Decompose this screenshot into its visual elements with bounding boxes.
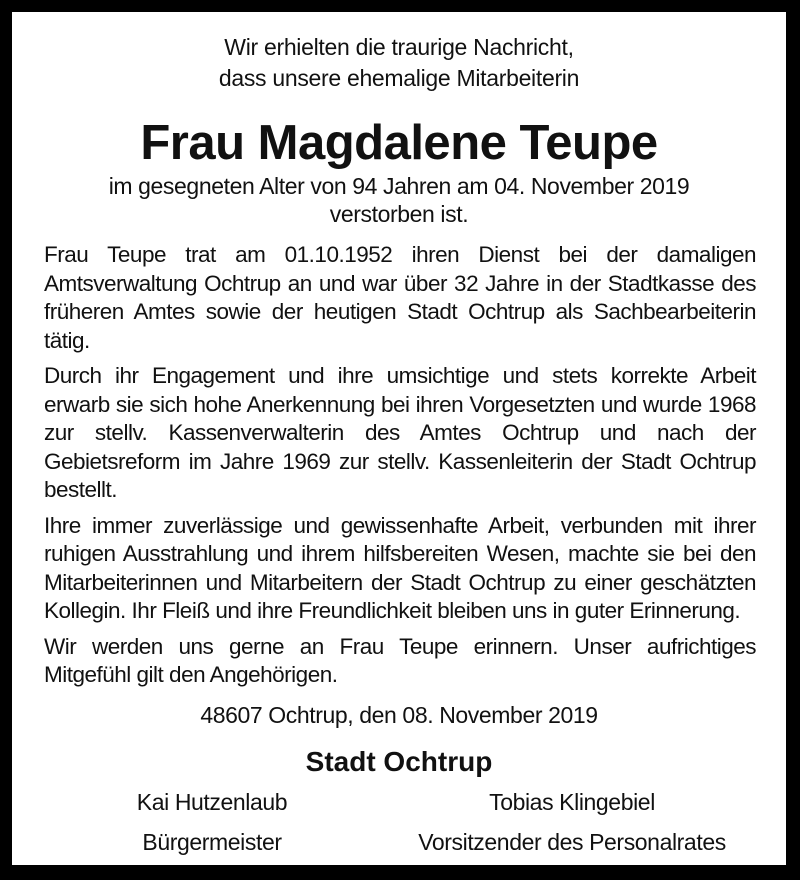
paragraph-condolence: Wir werden uns gerne an Frau Teupe erinnern. Unser aufrichtiges Mitgefühl gilt den Angehörigen. (44, 633, 756, 687)
signatory-role: Vorsitzender des Personalrates (418, 829, 726, 855)
obituary-notice (12, 12, 786, 865)
intro-line-2: dass unsere ehemalige Mitarbeiterin (218, 65, 580, 91)
paragraph-character: Ihre immer zuverlässige und gewissenhafte Arbeit, verbunden mit ihrer ruhigen Ausstrahlung und ihrem hilfsbereiten Wesen, machte sie bei den Mitarbeiterinnen und Mitarbeitern der Stadt Ochtrup zu einer geschätzten Kollegin. Ihr Fleiß und ihre Freundlichkeit bleiben uns in guter Erinnerung. (44, 512, 756, 623)
paragraph-service: Frau Teupe trat am 01.10.1952 ihren Dienst bei der damaligen Amtsverwaltung Ochtrup an und war über 32 Jahre in der Stadtkasse des früheren Amtes sowie der heutigen Stadt Ochtrup als Sachbearbeiterin tätig. (44, 242, 756, 353)
organization-name: Stadt Ochtrup (305, 746, 493, 777)
place-and-date: 48607 Ochtrup, den 08. November 2019 (200, 702, 598, 728)
deceased-name: Frau Magdalene Teupe (140, 116, 658, 170)
paragraph-career: Durch ihr Engagement und ihre umsichtige und stets korrekte Arbeit erwarb sie sich hohe Anerkennung bei ihren Vorgesetzten und wurde 1968 zur stellv. Kassenverwalterin des Amtes Ochtrup und nach der Gebietsreform im Jahre 1969 zur stellv. Kassenleiterin der Stadt Ochtrup bestellt. (44, 363, 756, 502)
signatory-mayor (92, 787, 332, 857)
body-text (44, 241, 756, 697)
age-and-date (12, 172, 786, 228)
age-line-1: im gesegneten Alter von 94 Jahren am 04. November 2019 (108, 173, 690, 199)
intro-line-1: Wir erhielten die traurige Nachricht, (224, 34, 574, 60)
intro-text (12, 32, 786, 94)
signatory-staff-council (392, 787, 752, 857)
signatory-name: Tobias Klingebiel (489, 789, 655, 815)
signatory-role: Bürgermeister (142, 829, 282, 855)
signatory-name: Kai Hutzenlaub (136, 789, 288, 815)
age-line-2: verstorben ist. (329, 201, 469, 227)
